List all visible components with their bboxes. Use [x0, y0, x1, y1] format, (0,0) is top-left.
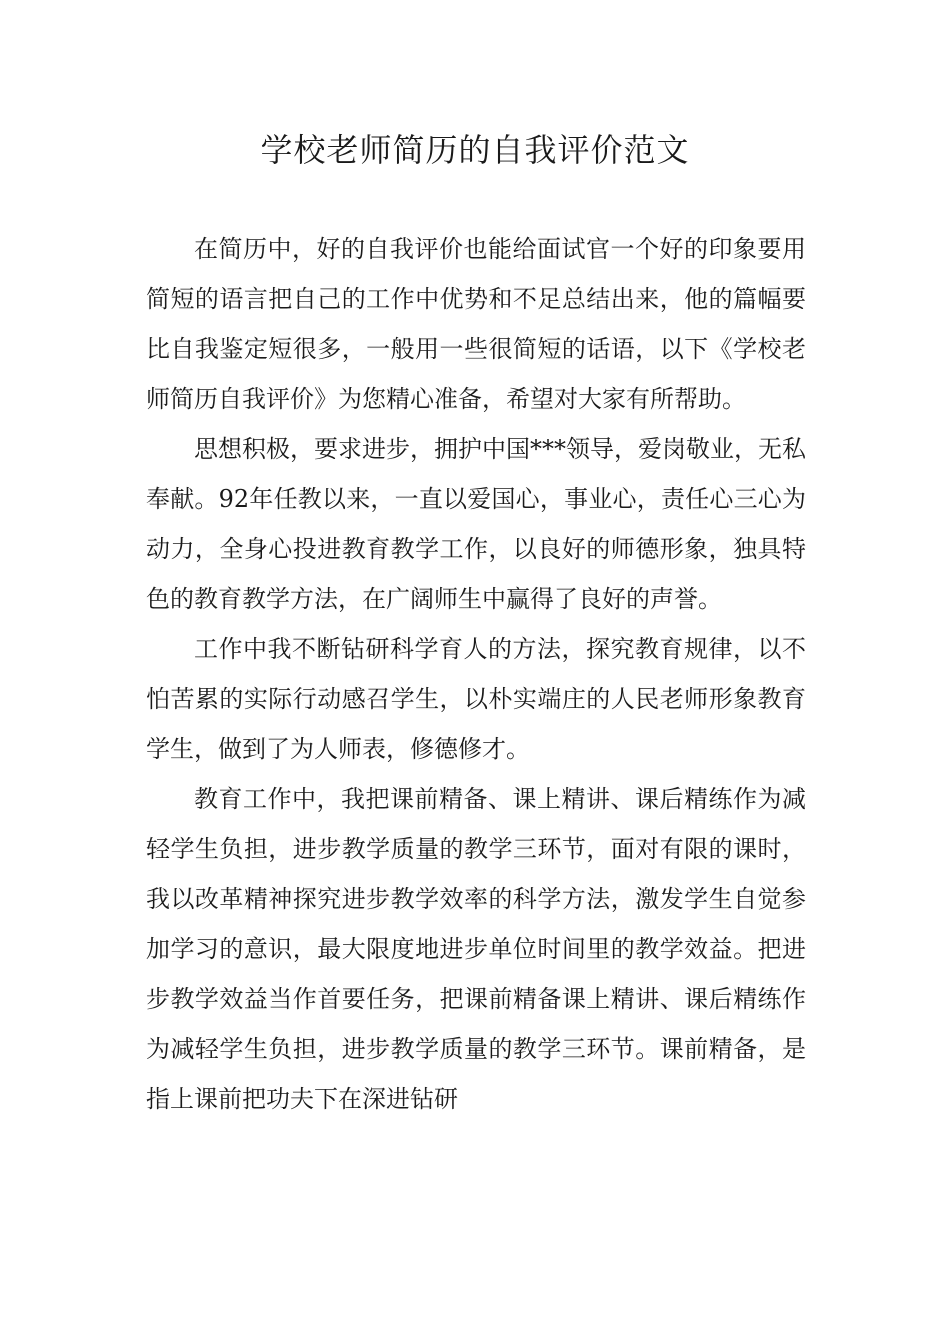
document-title: 学校老师简历的自我评价范文	[260, 131, 690, 169]
paragraph-intro: 在简历中，好的自我评价也能给面试官一个好的印象要用简短的语言把自己的工作中优势和不足总结出来，他的篇幅要比自我鉴定短很多，一般用一些很简短的话语，以下《学校老师简历自我评价》为您精心准备，希望对大家有所帮助。	[146, 235, 806, 413]
document-body	[146, 224, 806, 1124]
paragraph-teaching: 教育工作中，我把课前精备、课上精讲、课后精练作为减轻学生负担，进步教学质量的教学三环节，面对有限的课时，我以改革精神探究进步教学效率的科学方法，激发学生自觉参加学习的意识，最大限度地进步单位时间里的教学效益。把进步教学效益当作首要任务，把课前精备课上精讲、课后精练作为减轻学生负担，进步教学质量的教学三环节。课前精备，是指上课前把功夫下在深进钻研	[146, 785, 806, 1113]
paragraph-ideology: 思想积极，要求进步，拥护中国***领导，爱岗敬业，无私奉献。92年任教以来，一直以爱国心，事业心，责任心三心为动力，全身心投进教育教学工作，以良好的师德形象，独具特色的教育教学方法，在广阔师生中赢得了良好的声誉。	[146, 435, 806, 613]
paragraph-work-methods: 工作中我不断钻研科学育人的方法，探究教育规律，以不怕苦累的实际行动感召学生，以朴实端庄的人民老师形象教育学生，做到了为人师表，修德修才。	[146, 635, 806, 763]
